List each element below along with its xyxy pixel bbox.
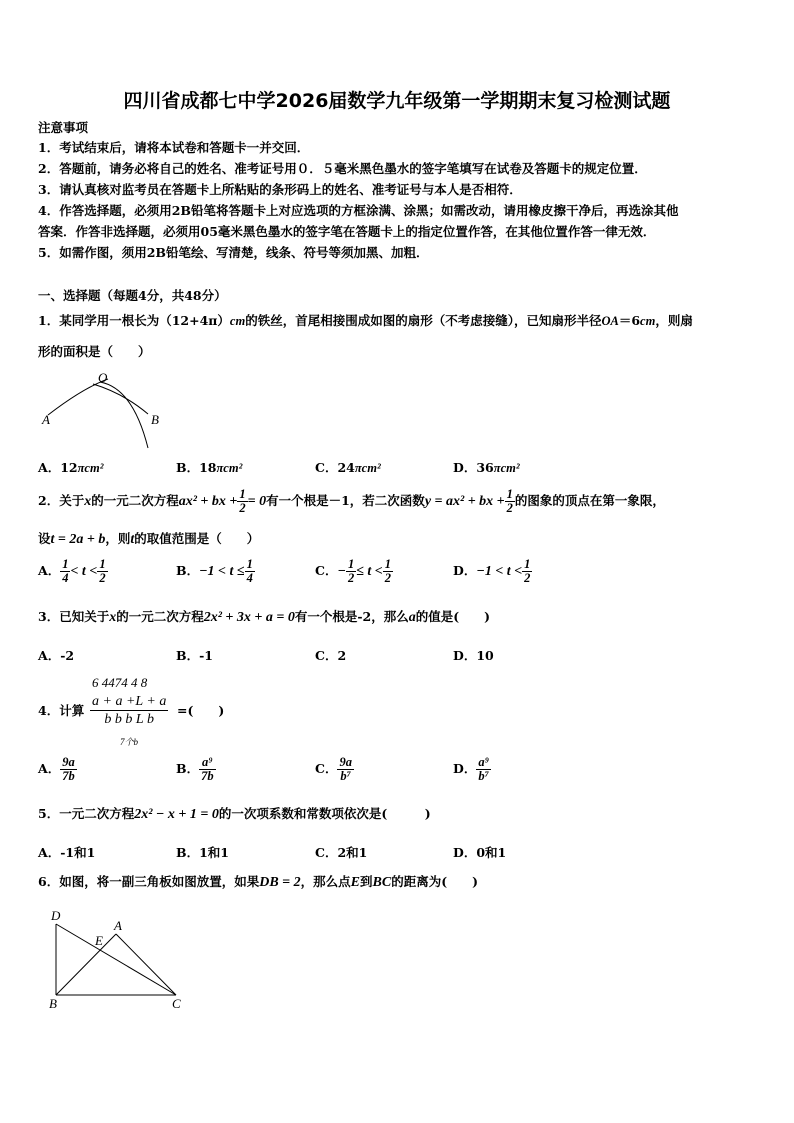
notes-heading: 注意事项 — [38, 120, 89, 135]
q4-brace-top: 6 4474 4 8 — [92, 675, 148, 690]
q1-option-d[interactable]: D．36πcm² — [453, 460, 520, 475]
page-title: 四川省成都七中学2026届数学九年级第一学期期末复习检测试题 — [123, 90, 671, 112]
q2-option-a[interactable]: A． $\frac{1}{4}$ < t < $\frac{1}{2}$ — [38, 557, 106, 585]
q1-label-b: B — [151, 412, 159, 427]
q2-option-c[interactable]: C．− $\frac{1}{2}$ ≤ t < $\frac{1}{2}$ — [315, 557, 391, 585]
note-line-1: 1．考试结束后，请将本试卷和答题卡一并交回． — [38, 140, 310, 155]
note-line-4: 4．作答选择题，必须用2B铅笔将答题卡上对应选项的方框涂满、涂黑；如需改动，请用橡皮擦干净后，再选涂其他 — [38, 203, 679, 218]
q6-stem: 6．如图，将一副三角板如图放置，如果DB = 2，那么点E到BC的距离为( ) — [38, 874, 479, 890]
q3-option-a[interactable]: A．-2 — [38, 648, 75, 663]
q1-option-c[interactable]: C．24πcm² — [315, 460, 381, 475]
q2-option-b[interactable]: B．−1 < t ≤ $\frac{1}{4}$ — [176, 557, 253, 585]
q6-triangle-figure — [38, 900, 198, 1020]
q6-label-d: D — [51, 908, 61, 923]
q2-option-d[interactable]: D．−1 < t < $\frac{1}{2}$ — [453, 557, 531, 585]
q4-option-a[interactable]: A． $\frac{9a}{7b}$ — [38, 755, 75, 783]
q1-option-b[interactable]: B．18πcm² — [176, 460, 243, 475]
q6-edge-ba — [56, 934, 116, 995]
q1-label-o: O — [98, 370, 108, 385]
q1-sector-arc — [100, 382, 148, 448]
q1-stem-line1: 1．某同学用一根长为（12+4π）cm的铁丝，首尾相接围成如图的扇形（不考虑接缝），已知扇形半径OA＝6cm，则扇 — [38, 313, 693, 328]
q1-sector-figure — [38, 368, 168, 453]
q6-label-c: C — [172, 996, 181, 1011]
q3-option-d[interactable]: D．10 — [453, 648, 494, 663]
note-line-6: 5．如需作图，须用2B铅笔绘、写清楚，线条、符号等须加黑、加粗． — [38, 245, 429, 260]
note-line-5: 答案．作答非选择题，必须用05毫米黑色墨水的签字笔在答题卡上的指定位置作答，在其他位置作答一律无效． — [38, 224, 656, 239]
q4-brace-bottom: 7个b — [120, 737, 139, 747]
section-heading: 一、选择题（每题4分，共48分） — [38, 288, 227, 303]
q5-option-c[interactable]: C．2和1 — [315, 845, 368, 860]
q2-stem-line2: 设t = 2a + b，则t的取值范围是（ ） — [38, 531, 260, 547]
q1-option-a[interactable]: A．12πcm² — [38, 460, 104, 475]
q4-suffix: =( ) — [177, 703, 225, 718]
q5-option-d[interactable]: D．0和1 — [453, 845, 507, 860]
q1-radius-ob — [93, 384, 148, 414]
q5-option-b[interactable]: B．1和1 — [176, 845, 229, 860]
q2-stem-line1: 2．关于x的一元二次方程ax² + bx + $\frac{1}{2}$ = 0有一个根是－1，若二次函数y = ax² + bx + $\frac{1}{2}$ 的图象的顶点在第一象限， — [38, 487, 665, 515]
q4-prefix: 4．计算 — [38, 703, 85, 718]
q3-option-b[interactable]: B．-1 — [176, 648, 213, 663]
note-line-3: 3．请认真核对监考员在答题卡上所粘贴的条形码上的姓名、准考证号与本人是否相符． — [38, 182, 522, 197]
q3-option-c[interactable]: C．2 — [315, 648, 347, 663]
q6-label-e: E — [95, 933, 103, 948]
q6-label-a: A — [114, 918, 122, 933]
note-line-2: 2．答题前，请务必将自己的姓名、准考证号用０．５毫米黑色墨水的签字笔填写在试卷及答题卡的规定位置． — [38, 161, 647, 176]
q4-option-d[interactable]: D． $\frac{\text{a⁹}}{\text{b⁷}}$ — [453, 755, 489, 783]
q4-option-c[interactable]: C． $\frac{9a}{\text{b⁷}}$ — [315, 755, 352, 783]
q1-label-a: A — [42, 412, 50, 427]
q4-fraction: $\frac{a + a +L + a}{\text{b b b L b}}$ — [92, 694, 167, 727]
q5-option-a[interactable]: A．-1和1 — [38, 845, 96, 860]
q6-label-b: B — [49, 996, 57, 1011]
q3-stem: 3．已知关于x的一元二次方程2x² + 3x + a = 0有一个根是-2，那么a的值是( ) — [38, 609, 491, 625]
q5-stem: 5．一元二次方程2x² − x + 1 = 0的一次项系数和常数项依次是( ) — [38, 806, 431, 822]
q4-option-b[interactable]: B． $\frac{\text{a⁹}}{7b}$ — [176, 755, 214, 783]
q1-stem-line2: 形的面积是（ ） — [38, 344, 151, 359]
